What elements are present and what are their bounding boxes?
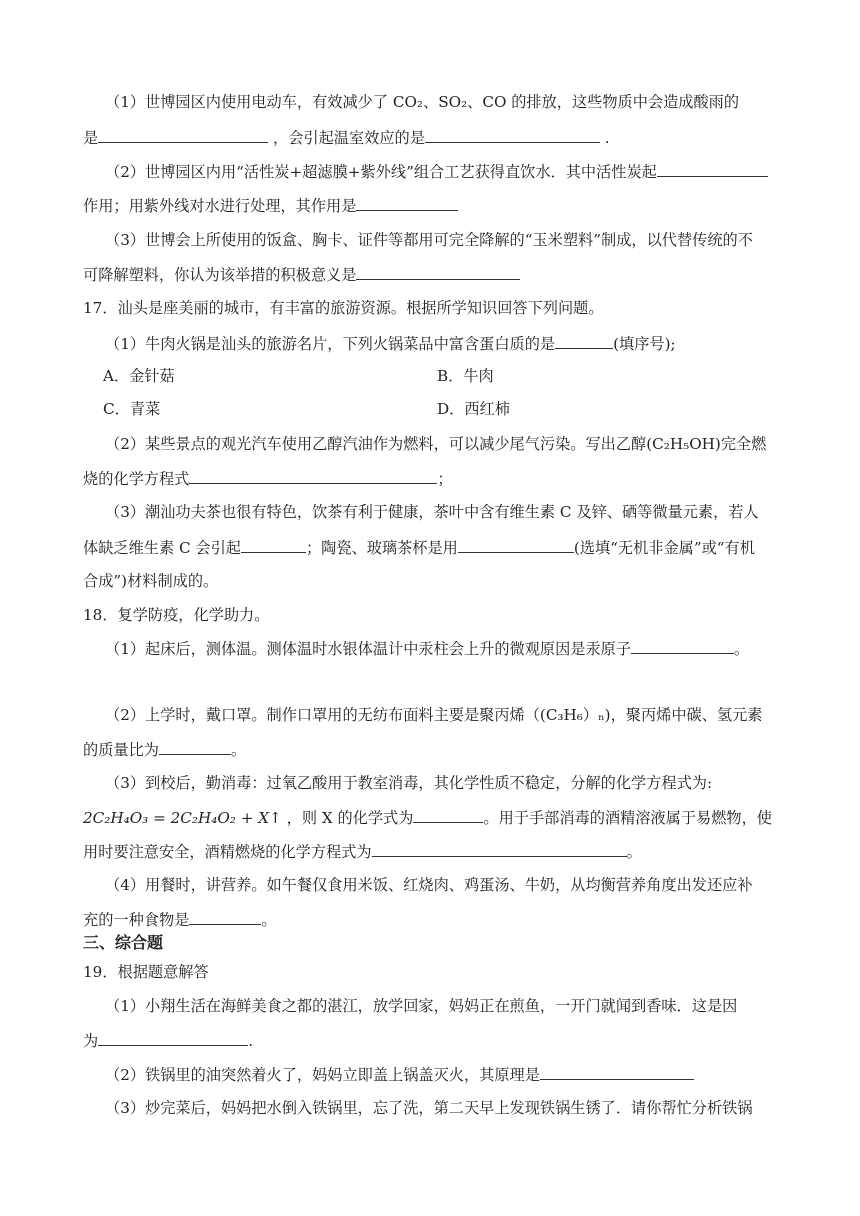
q18-part3-end: 。	[626, 843, 642, 861]
q19-part1-line2	[83, 1030, 253, 1051]
q16-part1-line2	[83, 127, 610, 148]
q18-part2-text2: 的质量比为	[83, 741, 159, 759]
q17-option-d: D．西红柿	[437, 400, 510, 418]
q16-part1-mid: ，会引起温室效应的是	[273, 129, 425, 147]
q18-part4-line1	[105, 875, 753, 895]
answer-blank[interactable]	[631, 638, 734, 654]
answer-blank[interactable]	[540, 1064, 694, 1080]
q19-part2	[105, 1064, 694, 1085]
answer-blank[interactable]	[555, 333, 613, 349]
q18-part3-line3	[83, 841, 642, 862]
q19-part1-text2: 为	[83, 1032, 99, 1050]
section-heading: 三、综合题	[83, 933, 164, 952]
decomposition-equation: 2C₂H₄O₃ = 2C₂H₄O₂ + X↑	[83, 809, 282, 827]
q17-part2-line2	[83, 468, 453, 489]
q17-part3-text3: ；陶瓷、玻璃茶杯是用	[305, 539, 458, 557]
answer-blank[interactable]	[356, 195, 458, 211]
q19-stem: 19．根据题意解答	[83, 963, 209, 981]
q16-part3-text2: 可降解塑料，你认为该举措的积极意义是	[83, 266, 357, 284]
q17-part2-text: （2）某些景点的观光汽车使用乙醇汽油作为燃料，可以减少尾气污染。写出乙醇(C₂H₅OH)完全燃	[105, 435, 767, 453]
q17-part3-line2	[83, 537, 755, 558]
q17-part3-line1	[105, 502, 759, 522]
q17-part3-text4: (选填“无机非金属”或“有机	[573, 539, 755, 557]
answer-blank[interactable]	[189, 468, 437, 484]
answer-blank[interactable]	[189, 909, 261, 925]
q19-part3-text: （3）炒完菜后，妈妈把水倒入铁锅里，忘了洗，第二天早上发现铁锅生锈了．请你帮忙分析铁锅	[105, 1099, 753, 1117]
q16-part2-text2: 作用；用紫外线对水进行处理，其作用是	[83, 197, 357, 215]
answer-blank[interactable]	[372, 841, 627, 857]
q18-part2-text: （2）上学时，戴口罩。制作口罩用的无纺布面料主要是聚丙烯（(C₃H₆）ₙ)，聚丙烯中碳、氢元素	[105, 706, 763, 724]
q17-option-c: C．青菜	[103, 400, 161, 418]
q16-part1-text: （1）世博园区内使用电动车，有效减少了 CO₂、SO₂、CO 的排放，这些物质中会造成酸雨的	[105, 93, 740, 111]
q19-part2-text: （2）铁锅里的油突然着火了，妈妈立即盖上锅盖灭火，其原理是	[105, 1066, 540, 1084]
q16-part1-prefix: 是	[83, 129, 99, 147]
q17-part1-text: （1）牛肉火锅是汕头的旅游名片，下列火锅菜品中富含蛋白质的是	[105, 335, 556, 353]
q18-part3-text3: 。用于手部消毒的酒精溶液属于易燃物，使	[483, 809, 772, 827]
answer-blank[interactable]	[657, 161, 768, 177]
q16-part1-line1	[105, 92, 739, 112]
q19-part1-text: （1）小翔生活在海鲜美食之都的湛江，放学回家，妈妈正在煎鱼，一开门就闻到香味．这是因	[105, 997, 738, 1015]
q17-option-a: A．金针菇	[103, 367, 175, 385]
answer-blank[interactable]	[159, 739, 231, 755]
q19-part1-end: .	[248, 1032, 254, 1050]
q18-part1-end: 。	[734, 640, 750, 658]
q17-part3-text: （3）潮汕功夫茶也很有特色，饮茶有利于健康，茶叶中含有维生素 C 及锌、硒等微量元素，若人	[105, 503, 759, 521]
q18-part2-line2	[83, 739, 246, 760]
q17-stem: 17．汕头是座美丽的城市，有丰富的旅游资源。根据所学知识回答下列问题。	[83, 299, 604, 317]
answer-blank[interactable]	[241, 537, 306, 553]
answer-blank[interactable]	[413, 807, 483, 823]
q18-part3-text4: 用时要注意安全，酒精燃烧的化学方程式为	[83, 843, 372, 861]
q17-part1	[105, 333, 676, 354]
q18-part4-text: （4）用餐时，讲营养。如午餐仅食用米饭、红烧肉、鸡蛋汤、牛奶，从均衡营养角度出发还应补	[105, 876, 753, 894]
q17-part2-text2: 烧的化学方程式	[83, 470, 190, 488]
q18-part2-line1	[105, 705, 762, 725]
q17-part1-suffix: (填序号);	[613, 335, 676, 353]
q19-part1-line1	[105, 996, 737, 1016]
q19-part3-line1	[105, 1098, 753, 1118]
q18-part4-line2	[83, 909, 277, 930]
q16-part3-line1	[105, 230, 753, 250]
q17-part3-line3: 合成”)材料制成的。	[83, 572, 219, 590]
q18-part3-line1	[105, 773, 712, 793]
answer-blank[interactable]	[356, 264, 520, 280]
q17-option-b: B．牛肉	[437, 367, 494, 385]
q18-part2-end: 。	[230, 741, 247, 759]
q18-part4-end: 。	[261, 911, 277, 929]
answer-blank[interactable]	[98, 1030, 248, 1046]
q16-part2-line2	[83, 195, 458, 216]
q17-part2-line1	[105, 434, 766, 454]
q18-part4-text2: 充的一种食物是	[83, 911, 190, 929]
q18-part3-line2	[83, 807, 772, 828]
q18-stem: 18．复学防疫，化学助力。	[83, 606, 270, 624]
q17-part3-text2: 体缺乏维生素 C 会引起	[83, 539, 241, 557]
q18-part3-text2: ，则 X 的化学式为	[286, 809, 414, 827]
q16-part3-text: （3）世博会上所使用的饭盒、胸卡、证件等都用可完全降解的“玉米塑料”制成，以代替传统的不	[105, 231, 753, 249]
q16-part2-text: （2）世博园区内用“活性炭+超滤膜+紫外线”组合工艺获得直饮水．其中活性炭起	[105, 163, 657, 181]
q16-part1-end: .	[604, 129, 610, 147]
q18-part1	[105, 638, 749, 659]
q16-part2-line1	[105, 161, 768, 182]
answer-blank[interactable]	[425, 127, 600, 143]
q18-part1-text: （1）起床后，测体温。测体温时水银体温计中汞柱会上升的微观原因是汞原子	[105, 640, 632, 658]
answer-blank[interactable]	[98, 127, 268, 143]
q16-part3-line2	[83, 264, 520, 285]
answer-blank[interactable]	[458, 537, 574, 553]
q17-part2-end: ；	[437, 470, 453, 488]
q18-part3-text: （3）到校后，勤消毒：过氧乙酸用于教室消毒，其化学性质不稳定，分解的化学方程式为:	[105, 774, 713, 792]
